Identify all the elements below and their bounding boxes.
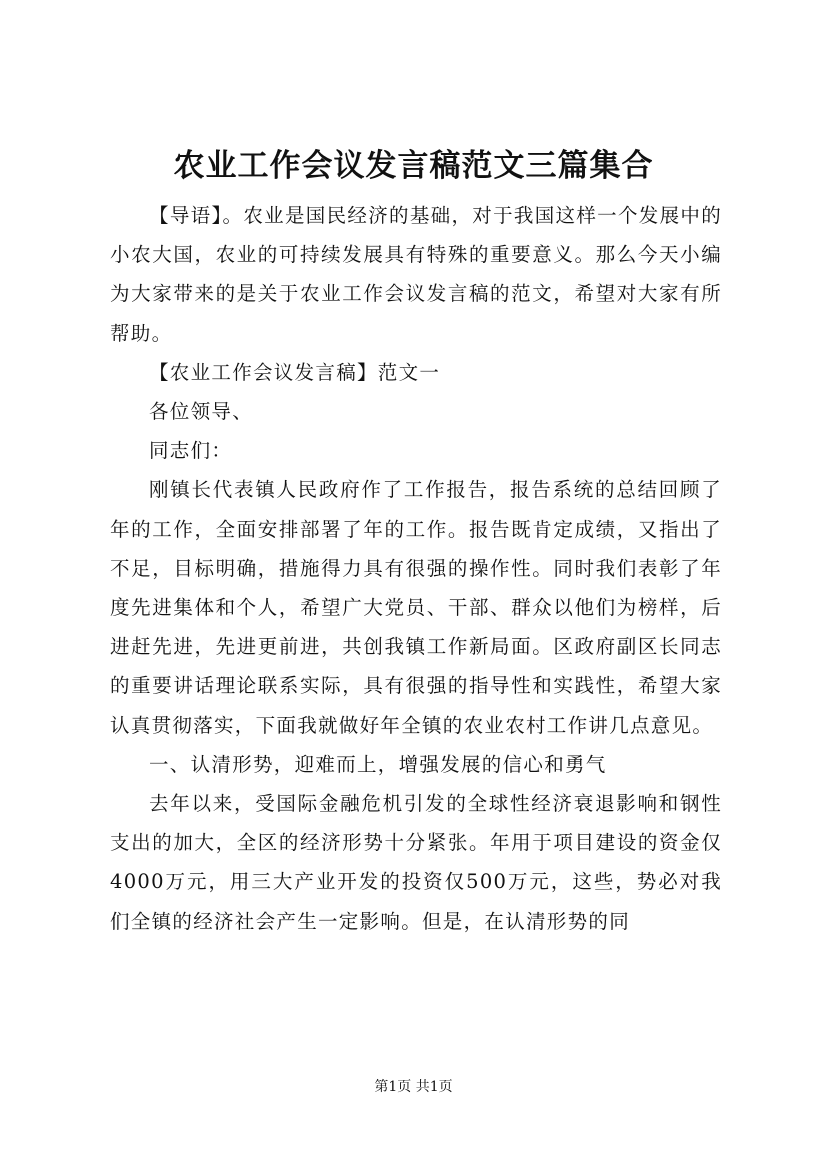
body-paragraph: 去年以来，受国际金融危机引发的全球性经济衰退影响和钢性支出的加大，全区的经济形势十分紧张。年用于项目建设的资金仅4000万元，用三大产业开发的投资仅500万元，这些，势必对我们全镇的经济社会产生一定影响。但是，在认清形势的同 [110, 792, 722, 933]
salutation-comrades: 同志们： [149, 439, 233, 463]
section-heading-one: 一、认清形势，迎难而上，增强发展的信心和勇气 [149, 752, 607, 776]
body-paragraph: 刚镇长代表镇人民政府作了工作报告，报告系统的总结回顾了年的工作，全面安排部署了年的工作。报告既肯定成绩，又指出了不足，目标明确，措施得力具有很强的操作性。同时我们表彰了年度先进集体和个人，希望广大党员、干部、群众以他们为榜样，后进赶先进，先进更前进，共创我镇工作新局面。区政府副区长同志的重要讲话理论联系实际，具有很强的指导性和实践性，希望大家认真贯彻落实，下面我就做好年全镇的农业农村工作讲几点意见。 [110, 478, 722, 737]
intro-paragraph: 【导语】。农业是国民经济的基础，对于我国这样一个发展中的小农大国，农业的可持续发展具有特殊的重要意义。那么今天小编为大家带来的是关于农业工作会议发言稿的范文，希望对大家有所帮助。 [110, 204, 722, 345]
page-footer: 第1页 共1页 [374, 1079, 453, 1095]
section-heading-sample-one: 【农业工作会议发言稿】范文一 [149, 360, 441, 384]
document-body [110, 196, 722, 941]
document-title: 农业工作会议发言稿范文三篇集合 [173, 148, 654, 184]
salutation-leaders: 各位领导、 [149, 400, 254, 424]
